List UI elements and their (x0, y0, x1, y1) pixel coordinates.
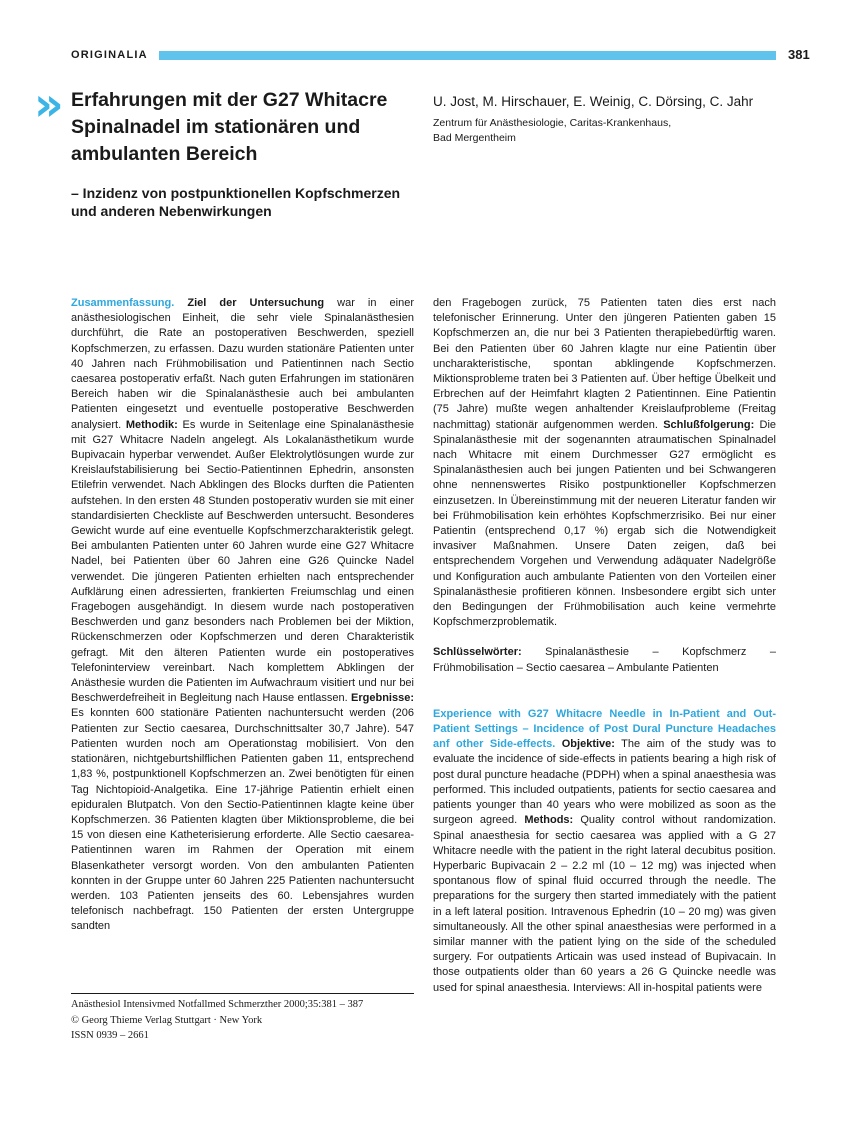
footer-divider (71, 993, 414, 994)
abstract-continued (433, 296, 776, 630)
double-chevron-quote-icon: » (34, 77, 64, 131)
continued-text: den Fragebogen zurück, 75 Patienten taten dies erst nach telefonischer Erinnerung. Unter den jüngeren Patienten gaben 15 Kopfschmerzen an, die nur bei 3 Patienten therapiebedürftig waren. Bei den Patienten über 60 Jahren klagte nur eine Patientin über uncharakteristische, spontan abklingende Kopfschmerzen. Miktionsprobleme traten bei 3 Patienten auf. Über heftige Übelkeit und Erbrechen auf der Heimfahrt klagten 2 Patientinnen. Eine Patientin (75 Jahre) mußte wegen anhaltender Kreislaufprobleme (Freitag nachmittag) stationär aufgenommen werden. (433, 297, 776, 431)
header-accent-bar (159, 51, 776, 60)
results-text: Es konnten 600 stationäre Patienten nachuntersucht werden (206 Patienten zur Sectio caesarea, Durchschnittsalter 30,7 Jahre). 547 Patienten wurden noch am Operationstag mobilisiert. Von den stationären, nichtgeburtshilflichen Patienten gaben 11, entsprechend 1,83 %, postpunktionell Kopfschmerzen an. Zwei benötigten für einen Tag Nichtopioid-Analgetika. Eine 17-jährige Patientin erhielt einen epiduralen Blutpatch. Von den Sectio-Patientinnen klagte keine über Kopfschmerzen. 36 Patienten klagten über Miktionsprobleme, die bei 15 von diesen eine Katheterisierung erforderte. Alle Sectio caesarea-Patientinnen waren im Rahmen der Operation mit einem Blasenkatheter versorgt worden. Von den ambulanten Patienten konnten in der Gruppe unter 60 Jahren 225 Patienten nachuntersucht werden. 103 Patienten jenseits des 60. Lebensjahres wurden telefonisch nachbefragt. 150 Patienten der ersten Untergruppe sandten (71, 707, 414, 933)
english-title: Experience with G27 Whitacre Needle in In-Patient and Out-Patient Settings – Incidence of Post Dural Puncture Headaches anf other Side-effects. (433, 707, 776, 751)
section-label: ORIGINALIA (71, 49, 148, 61)
abstract-right-column (433, 296, 776, 996)
methods-text: Quality control without randomization. Spinal anaesthesia for sectio caesarea was applied with a G 27 Whitacre needle with the patient in the right lateral decubitus position. Hyperbaric Bupivacain 2 – 2.2 ml (10 – 12 mg) was injected when spontanous flow of spinal fluid occurred through the needle. The preparations for the surgery then started immediately with the patient in a left lateral position. Intravenous Ephedrin (10 – 20 mg) was given simultaneously. All the other spinal anaesthesias were performed in a similar manner with the patient lying on the side of the scheduled surgery. For outpatients Articain was used instead of Bupivacain. In those outpatients older than 60 years a 26 G Quincke needle was used for spinal anaesthesia. Interviews: All in-hospital patients were (433, 814, 776, 994)
affiliation-line: Bad Mergentheim (433, 132, 516, 144)
page-number: 381 (788, 47, 810, 62)
abstract-german-column (71, 296, 414, 935)
aim-label: Ziel der Untersuchung (187, 297, 325, 309)
affiliation-line: Zentrum für Anästhesiologie, Caritas-Krankenhaus, (433, 117, 672, 129)
article-subtitle: – Inzidenz von postpunktionellen Kopfschmerzen und anderen Nebenwirkungen (71, 185, 401, 219)
article-title: Erfahrungen mit der G27 Whitacre Spinalnadel im stationären und ambulanten Bereich (71, 89, 388, 165)
authors: U. Jost, M. Hirschauer, E. Weinig, C. Dörsing, C. Jahr (433, 94, 754, 109)
aim-text: war in einer anästhesiologischen Einheit, die sehr viele Spinalanästhesien durchführt, die Rate an postoperativen Beschwerden, speziell Kopfschmerzen, zu erfassen. Dazu wurden stationäre Patienten unter 40 Jahren nach Frühmobilisation und Patientinnen nach Sectio caesarea postoperativ erfaßt. Nach guten Erfahrungen im stationären Bereich haben wir die Spinalanästhesie auch bei ambulanten Patienten eingesetzt und eventuelle postoperative Beschwerden analysiert. (71, 297, 415, 431)
method-text: Es wurde in Seitenlage eine Spinalanästhesie mit G27 Whitacre Nadeln angelegt. Als Lokalanästhetikum wurde Bupivacain hyperbar verwendet. Außer Elektrolytlösungen wurde zur Kreislaufstabilisierung bei Sectio-Patientinnen Ephedrin, ansonsten Etilefrin verwendet. Nach Abklingen des Blocks durften die Patienten aufstehen. In den ersten 48 Stunden postoperativ wurden sie mit einer standardisierten Checkliste auf Beschwerden untersucht. Besonderes Gewicht wurde auf eine eventuelle Kopfschmerzcharakteristik gelegt. Bei ambulanten Patienten unter 60 Jahren wurde eine G27 Whitacre Nadel, bei Patienten über 60 Jahren eine G26 Quincke Nadel verwendet. Die jüngeren Patienten erhielten nach entsprechender Aufklärung einen adressierten, frankierten Freiumschlag und einen Fragebogen ausgehändigt. In diesem wurde nach postoperativen Beschwerden und ganz besonders nach Problemen bei der Miktion, Rückenschmerzen oder Kopfschmerzen und deren Charakteristik gefragt. Mit den älteren Patienten wurde ein postoperatives Telefoninterview vereinbart. Nach komplettem Abklingen der Anästhesie wurden die Patienten im Aufwachraum visitiert und nur bei Beschwerdefreiheit in Begleitung nach Hause entlassen. (71, 418, 414, 705)
objective-label: Objektive: (561, 738, 615, 751)
method-label: Methodik: (125, 418, 178, 431)
keywords-label: Schlüsselwörter: (433, 646, 522, 659)
issn: ISSN 0939 – 2661 (71, 1030, 149, 1041)
results-label: Ergebnisse: (351, 692, 414, 705)
methods-label: Methods: (524, 814, 574, 827)
publisher: © Georg Thieme Verlag Stuttgart · New York (71, 1014, 263, 1026)
abstract-heading: Zusammenfassung. (71, 297, 175, 309)
journal-citation: Anästhesiol Intensivmed Notfallmed Schmerzther 2000;35:381 – 387 (71, 999, 364, 1010)
keywords-text: Spinalanästhesie – Kopfschmerz – Frühmobilisation – Sectio caesarea – Ambulante Patienten (433, 646, 776, 674)
conclusion-label: Schlußfolgerung: (663, 418, 755, 431)
abstract-paragraph (71, 296, 414, 935)
abstract-english (433, 707, 776, 996)
affiliation (433, 116, 813, 146)
objective-text: The aim of the study was to evaluate the incidence of side-effects in patients bearing a high risk of post dural puncture headache (PDPH) when a spinal anaesthesia was performed. This included outpatients, patients for sectio caesarea and patients younger than 40 years who were mobilized as soon as the surgeon agreed. (433, 738, 776, 827)
conclusion-text: Die Spinalanästhesie mit der sogenannten atraumatischen Spinalnadel nach Whitacre mit einem Durchmesser G27 ermöglicht es Spinalanästhesien auch bei jungen Patienten und bei Schwangeren ohne nennenswertes Risiko postpunktioneller Kopfschmerzen einzusetzen. In Übereinstimmung mit der neueren Literatur fanden wir bei Frühmobilisation kein erhöhtes Kopfschmerzrisiko. Bei nur einer Patientin (entsprechend 0,17 %) ergab sich die Notwendigkeit invasiver Maßnahmen. Unsere Daten zeigen, daß bei entsprechendem Vorgehen und Verwendung adäquater Nadelgröße und Konfiguration auch ambulante Patienten von den Vorteilen einer Spinalanästhesie profitieren können. Insbesondere ergibt sich unter den Bedingungen der Frühmobilisation auch keine vermehrte Kopfschmerzproblematik. (433, 418, 777, 629)
keywords (433, 645, 776, 675)
citation-footer (71, 997, 414, 1044)
